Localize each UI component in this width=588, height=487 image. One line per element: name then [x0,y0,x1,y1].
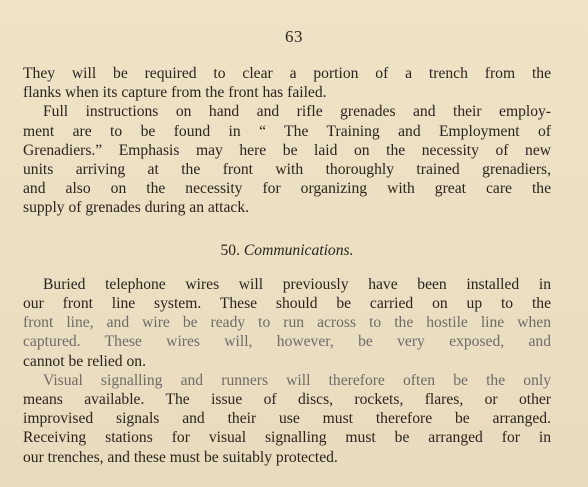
text-line: Full instructions on hand and rifle grenades and their employ- [43,103,551,121]
text-line: Grenadiers.” Emphasis may here be laid on the necessity of new [23,141,551,159]
section-title: Communications. [243,241,354,259]
text-line: and also on the necessity for organizing with great care the [23,180,551,198]
text-line: our front line system. These should be carried on up to the [23,295,551,313]
text-line: Receiving stations for visual signalling must be arranged for in [23,429,551,447]
page-body [23,64,551,467]
paragraph-grenades [23,102,551,217]
text-line: means available. The issue of discs, rockets, flares, or other [23,391,551,409]
text-line: our trenches, and these must be suitably protected. [23,448,338,466]
paragraph-trench-clearing [23,64,551,102]
text-line: improvised signals and their use must therefore be arranged. [23,410,551,428]
text-line: captured. These wires will, however, be very exposed, and [23,333,551,351]
text-line: ment are to be found in “ The Training and Employment of [23,122,551,140]
text-line: supply of grenades during an attack. [23,199,250,217]
text-line: front line, and wire be ready to run across to the hostile line when [23,314,551,332]
paragraph-telephone-wires [23,275,551,371]
text-line: Visual signalling and runners will therefore often be the only [43,371,551,389]
paragraph-visual-signalling [23,371,551,467]
text-line: cannot be relied on. [23,352,146,370]
section-number: 50. [220,241,240,259]
text-line: units arriving at the front with thoroughly trained grenadiers, [23,161,551,179]
text-line: They will be required to clear a portion of a trench from the [23,65,551,82]
section-heading [23,241,551,260]
text-line: Buried telephone wires will previously have been installed in [43,275,551,293]
page-number: 63 [285,27,303,46]
text-line: flanks when its capture from the front has failed. [23,84,327,102]
